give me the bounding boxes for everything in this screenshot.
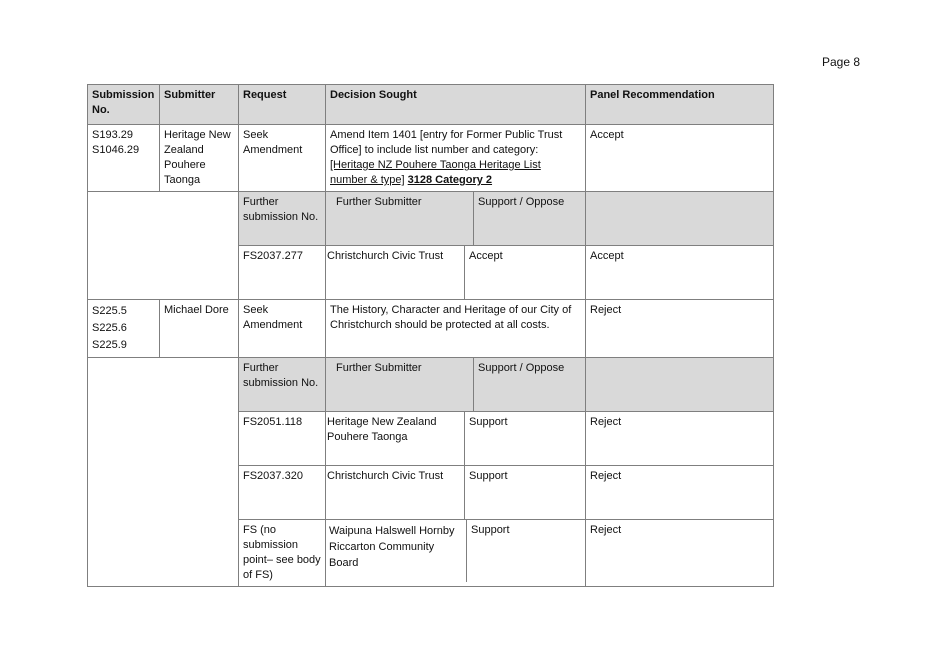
request-cell: Seek Amendment	[239, 125, 326, 192]
further-submitter-split	[326, 466, 586, 520]
further-submission-no: FS (no submission point– see body of FS)	[239, 520, 326, 587]
further-submission-no: FS2051.118	[239, 412, 326, 466]
further-submission-no: FS2037.320	[239, 466, 326, 520]
support-oppose: Support	[469, 416, 508, 428]
header-support-oppose: Support / Oppose	[478, 362, 565, 374]
further-submitter-split	[326, 412, 586, 466]
header-further-support-split	[326, 358, 586, 412]
further-header-row	[88, 358, 774, 412]
table-header-row	[88, 85, 774, 125]
decision-sought-cell	[326, 125, 586, 192]
support-oppose: Support	[471, 524, 510, 536]
submission-row	[88, 125, 774, 192]
header-request: Request	[239, 85, 326, 125]
header-panel-recommendation: Panel Recommendation	[586, 85, 774, 125]
further-recommendation: Accept	[586, 246, 774, 300]
submission-number: S225.9	[92, 339, 127, 351]
submission-number: S193.29	[92, 129, 133, 141]
further-submitter: Waipuna Halswell Hornby Riccarton Community Board	[326, 520, 467, 582]
submission-numbers	[88, 125, 160, 192]
further-submitter: Heritage New Zealand Pouhere Taonga	[326, 412, 465, 465]
header-submission-no: Submission No.	[88, 85, 160, 125]
request-cell: Seek Amendment	[239, 300, 326, 358]
decision-bold-text: 3128 Category 2	[407, 174, 493, 186]
header-further-submission-no: Further submission No.	[239, 192, 326, 246]
submission-numbers	[88, 300, 160, 358]
submission-number: S225.6	[92, 322, 127, 334]
further-submitter-split	[326, 246, 586, 300]
submission-number: S1046.29	[92, 144, 140, 156]
further-recommendation: Reject	[586, 412, 774, 466]
blank-cell	[88, 192, 239, 300]
header-further-blank	[586, 192, 774, 246]
blank-cell	[88, 358, 239, 587]
submitter-cell: Michael Dore	[160, 300, 239, 358]
further-recommendation: Reject	[586, 520, 774, 587]
further-submitter: Christchurch Civic Trust	[326, 466, 465, 519]
further-submitter: Christchurch Civic Trust	[326, 246, 465, 299]
header-further-blank	[586, 358, 774, 412]
header-support-oppose: Support / Oppose	[478, 196, 565, 208]
decision-text: Amend Item 1401 [entry for Former Public Trust Office] to include list number and category:	[330, 129, 563, 156]
header-further-submitter: Further Submitter	[326, 358, 474, 411]
support-oppose: Support	[469, 470, 508, 482]
decision-sought-cell: The History, Character and Heritage of our City of Christchurch should be protected at all costs.	[326, 300, 586, 358]
decision-underlined-text: [Heritage NZ Pouhere Taonga Heritage List number & type]	[330, 159, 541, 186]
panel-recommendation-cell: Accept	[586, 125, 774, 192]
header-submitter: Submitter	[160, 85, 239, 125]
further-submitter-split	[326, 520, 586, 587]
header-further-submission-no: Further submission No.	[239, 358, 326, 412]
submitter-cell: Heritage New Zealand Pouhere Taonga	[160, 125, 239, 192]
submission-row	[88, 300, 774, 358]
panel-recommendation-cell: Reject	[586, 300, 774, 358]
header-decision-sought: Decision Sought	[326, 85, 586, 125]
submissions-table	[87, 84, 774, 587]
header-further-submitter: Further Submitter	[326, 192, 474, 245]
further-submission-no: FS2037.277	[239, 246, 326, 300]
further-recommendation: Reject	[586, 466, 774, 520]
page-number: Page 8	[822, 55, 861, 69]
support-oppose: Accept	[469, 250, 503, 262]
submission-number: S225.5	[92, 305, 127, 317]
further-header-row	[88, 192, 774, 246]
header-further-support-split	[326, 192, 586, 246]
